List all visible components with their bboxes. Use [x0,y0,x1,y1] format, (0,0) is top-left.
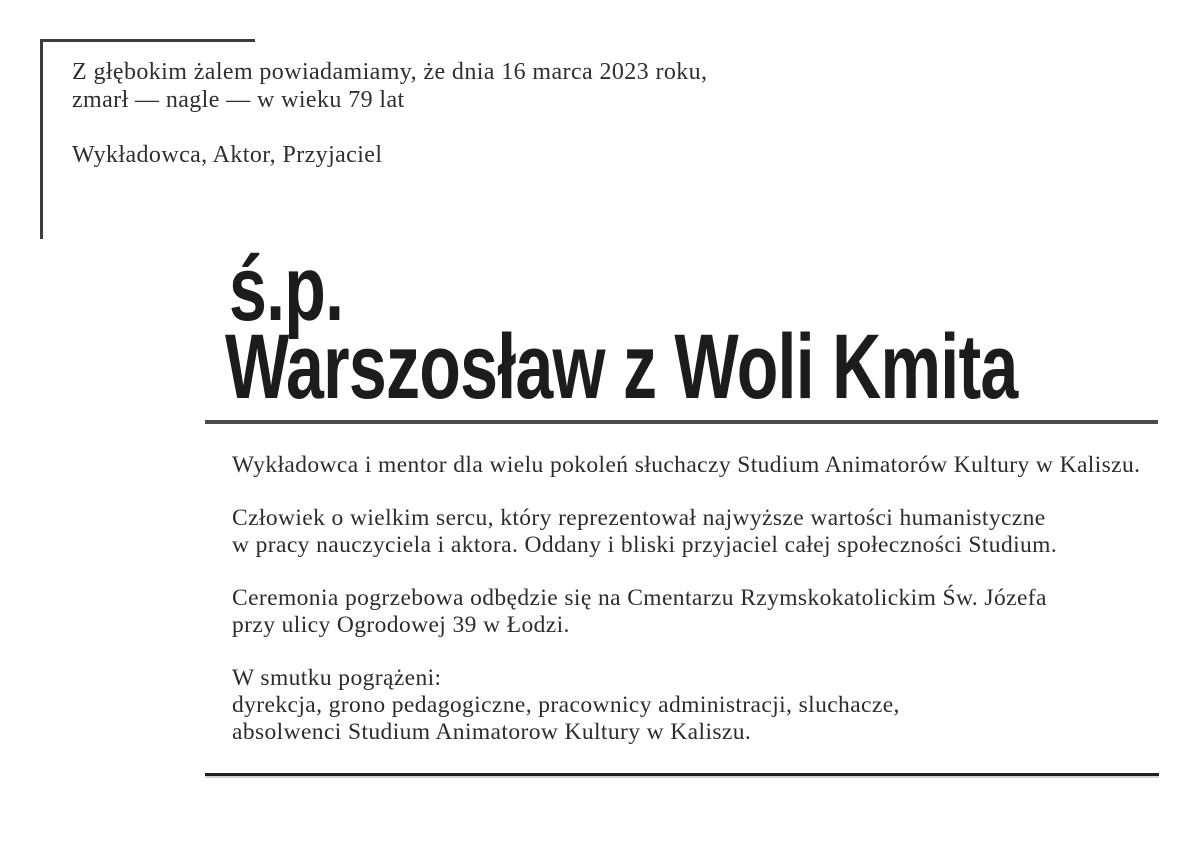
paragraph-ceremony-details [232,585,1140,639]
deceased-name: Warszosław z Woli Kmita [225,316,1018,418]
honorific-abbreviation: ś.p. [229,238,344,340]
obituary-body [232,452,1140,772]
body-line: Ceremonia pogrzebowa odbędzie się na Cmentarzu Rzymskokatolickim Św. Józefa [232,585,1047,611]
deceased-roles: Wykładowca, Aktor, Przyjaciel [72,142,383,168]
paragraph-tribute-1 [232,452,1140,479]
body-line: Wykładowca i mentor dla wielu pokoleń słuchaczy Studium Animatorów Kultury w Kaliszu. [232,452,1141,478]
body-line: dyrekcja, grono pedagogiczne, pracownicy administracji, sluchacze, [232,692,900,718]
paragraph-tribute-2 [232,505,1140,559]
body-line: absolwenci Studium Animatorow Kultury w Kaliszu. [232,719,752,745]
paragraph-mourners [232,665,1140,746]
body-line: przy ulicy Ogrodowej 39 w Łodzi. [232,612,570,638]
body-line: w pracy nauczyciela i aktora. Oddany i bliski przyjaciel całej społeczności Studium. [232,532,1058,558]
announcement-line-1: Z głębokim żalem powiadamiamy, że dnia 16 marca 2023 roku, [72,59,708,85]
bottom-rule [205,773,1159,776]
body-line: W smutku pogrążeni: [232,665,442,691]
announcement-block [72,59,707,170]
announcement-line-2: zmarł — nagle — w wieku 79 lat [72,86,405,113]
body-line: Człowiek o wielkim sercu, który reprezentował najwyższe wartości humanistyczne [232,505,1046,531]
rule-under-name [205,420,1158,424]
